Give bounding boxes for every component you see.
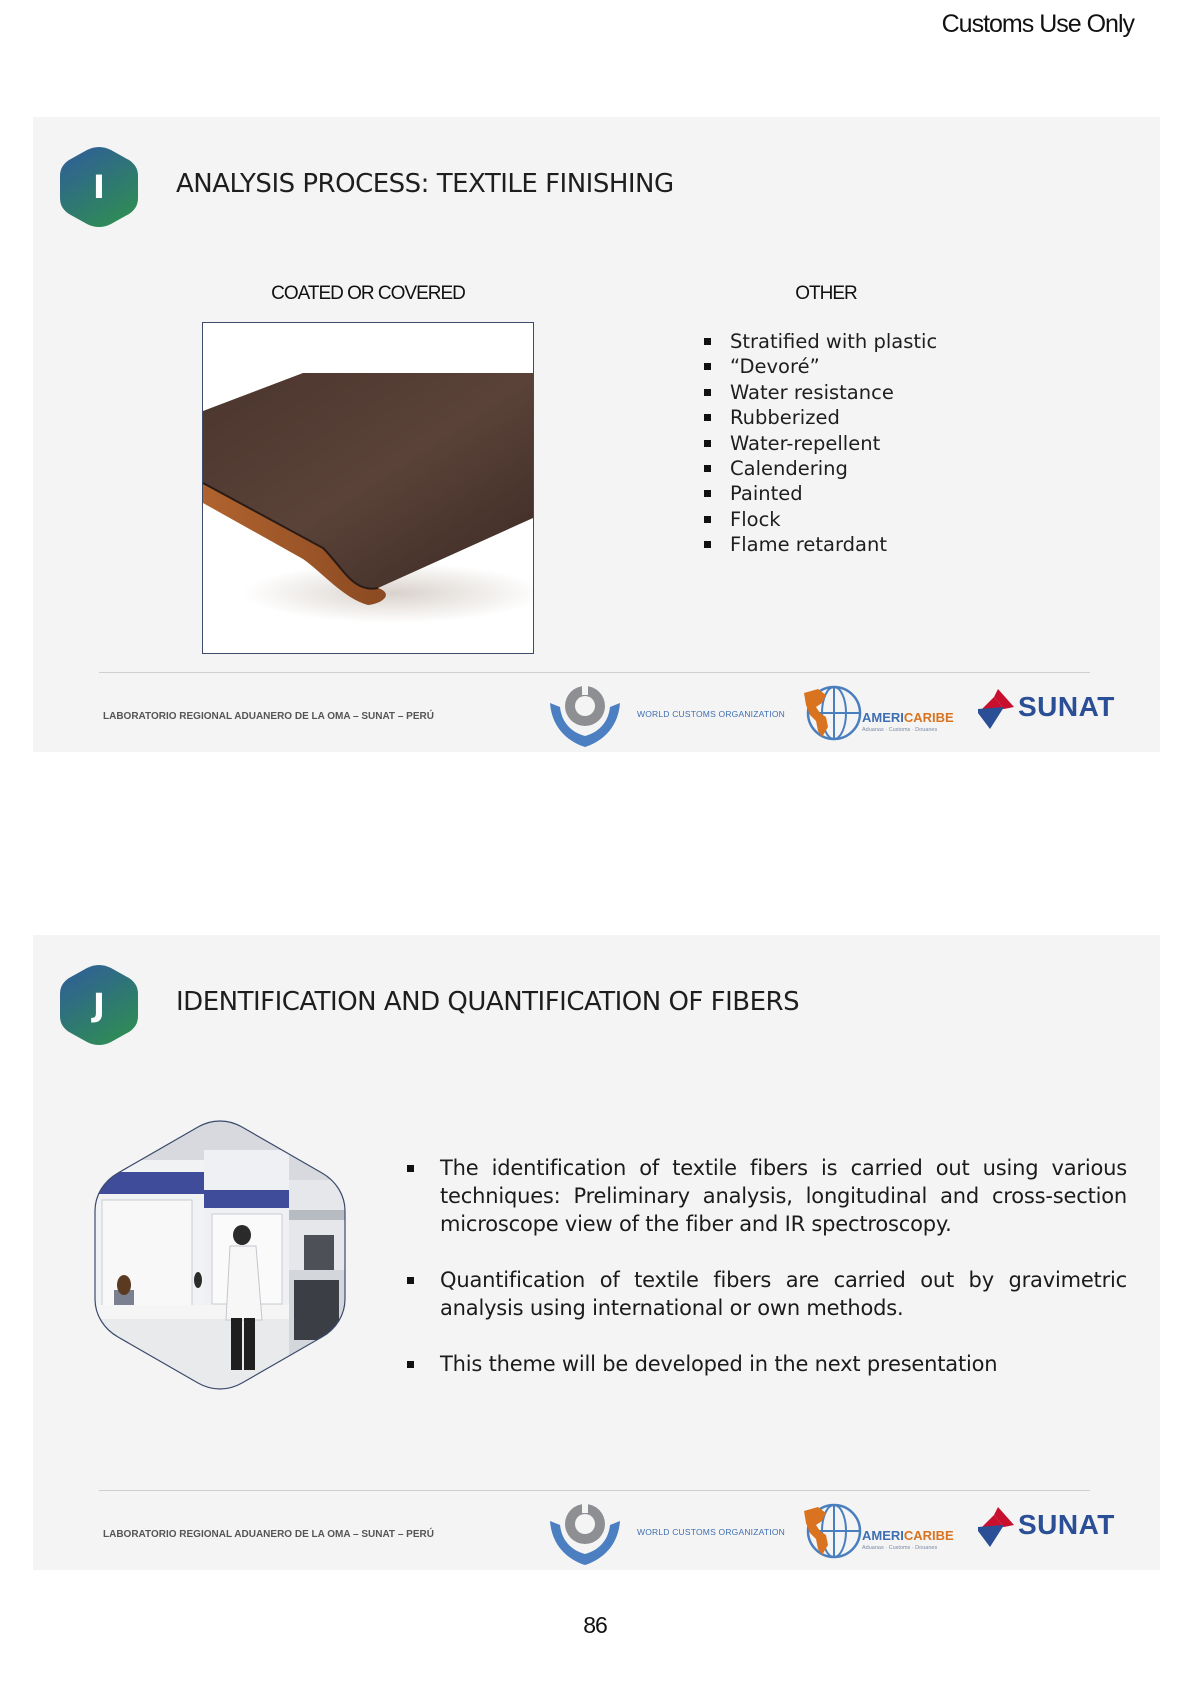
sunat-logo-text: SUNAT xyxy=(1018,1509,1115,1540)
page-number: 86 xyxy=(583,1612,607,1638)
list-item: “Devoré” xyxy=(704,354,937,379)
list-item: Rubberized xyxy=(704,405,937,430)
slide-textile-finishing xyxy=(33,117,1160,752)
americaribe-suffix: CARIBE xyxy=(903,710,954,725)
americaribe-subtext: Aduanas · Customs · Douanes xyxy=(862,727,938,733)
list-item: Stratified with plastic xyxy=(704,329,937,354)
slide-title: ANALYSIS PROCESS: TEXTILE FINISHING xyxy=(176,169,674,199)
lab-footer-text: LABORATORIO REGIONAL ADUANERO DE LA OMA – SUNAT – PERÚ xyxy=(103,711,434,722)
sunat-logo-icon xyxy=(976,687,1016,731)
list-item: Flame retardant xyxy=(704,532,937,557)
list-item: Calendering xyxy=(704,456,937,481)
footer-divider xyxy=(99,1490,1090,1491)
coated-heading: COATED OR COVERED xyxy=(271,283,465,304)
laboratory-photo xyxy=(94,1120,346,1390)
wco-logo-text: WORLD CUSTOMS ORGANIZATION xyxy=(637,1527,785,1537)
americaribe-prefix: AMERI xyxy=(862,1528,904,1543)
sunat-logo-icon xyxy=(976,1505,1016,1549)
wco-logo-icon xyxy=(548,1499,622,1569)
wco-logo-icon xyxy=(548,681,622,751)
customs-use-only-label: Customs Use Only xyxy=(941,10,1134,38)
slide-title: IDENTIFICATION AND QUANTIFICATION OF FIBERS xyxy=(176,987,800,1017)
footer-divider xyxy=(99,672,1090,673)
list-item: The identification of textile fibers is carried out using various techniques: Preliminary analysis, longitudinal and cross-section microscope view of the fiber and IR spectroscopy. xyxy=(406,1154,1127,1238)
coated-fabric-photo xyxy=(202,322,534,654)
wco-logo-text: WORLD CUSTOMS ORGANIZATION xyxy=(637,709,785,719)
section-badge-i xyxy=(59,145,139,229)
americaribe-suffix: CARIBE xyxy=(903,1528,954,1543)
section-badge-j xyxy=(59,963,139,1047)
list-item: Water-repellent xyxy=(704,431,937,456)
americaribe-globe-icon xyxy=(800,1501,864,1561)
badge-letter: I xyxy=(93,168,105,206)
americaribe-text xyxy=(862,1528,954,1543)
list-item: Painted xyxy=(704,481,937,506)
other-finishes-list xyxy=(704,329,937,558)
americaribe-globe-icon xyxy=(800,683,864,743)
sunat-logo-text: SUNAT xyxy=(1018,691,1115,722)
coated-fabric-image xyxy=(203,323,533,653)
list-item: Water resistance xyxy=(704,380,937,405)
fiber-analysis-list xyxy=(406,1154,1127,1406)
americaribe-subtext: Aduanas · Customs · Douanes xyxy=(862,1545,938,1551)
badge-letter: J xyxy=(93,986,105,1024)
americaribe-prefix: AMERI xyxy=(862,710,904,725)
americaribe-text xyxy=(862,710,954,725)
list-item: Flock xyxy=(704,507,937,532)
other-heading: OTHER xyxy=(795,283,857,304)
list-item: Quantification of textile fibers are carried out by gravimetric analysis using international or own methods. xyxy=(406,1266,1127,1322)
list-item: This theme will be developed in the next presentation xyxy=(406,1350,1127,1378)
slide-fiber-identification xyxy=(33,935,1160,1570)
lab-footer-text: LABORATORIO REGIONAL ADUANERO DE LA OMA – SUNAT – PERÚ xyxy=(103,1529,434,1540)
